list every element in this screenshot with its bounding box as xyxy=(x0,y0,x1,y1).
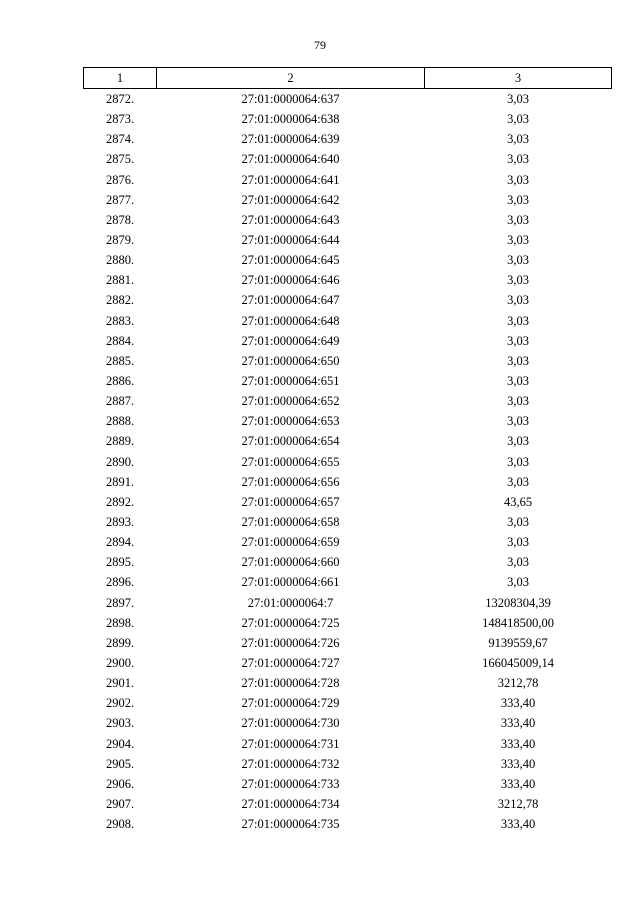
cadastral-number-cell: 27:01:0000064:652 xyxy=(241,394,340,409)
cadastral-number-cell: 27:01:0000064:646 xyxy=(241,273,340,288)
value-cell: 333,40 xyxy=(500,817,536,832)
cadastral-number-cell: 27:01:0000064:729 xyxy=(241,696,340,711)
cadastral-number-cell: 27:01:0000064:728 xyxy=(241,676,340,691)
table-row xyxy=(84,311,612,331)
table-row xyxy=(84,331,612,351)
table-row xyxy=(84,552,612,572)
row-number-cell: 2896. xyxy=(105,575,135,590)
row-number-cell: 2889. xyxy=(105,434,135,449)
value-cell: 3,03 xyxy=(507,414,529,429)
row-number-cell: 2878. xyxy=(105,212,135,227)
cadastral-number-cell: 27:01:0000064:735 xyxy=(241,817,340,832)
table-row xyxy=(84,190,612,210)
row-number-cell: 2902. xyxy=(105,696,135,711)
table-row xyxy=(84,170,612,190)
value-cell: 3,03 xyxy=(507,152,529,167)
cadastral-number-cell: 27:01:0000064:650 xyxy=(241,353,340,368)
table-row xyxy=(84,371,612,391)
value-cell: 333,40 xyxy=(500,756,536,771)
table-row xyxy=(84,230,612,250)
cadastral-number-cell: 27:01:0000064:730 xyxy=(241,716,340,731)
value-cell: 3,03 xyxy=(507,253,529,268)
cadastral-number-cell: 27:01:0000064:654 xyxy=(241,434,340,449)
row-number-cell: 2890. xyxy=(105,454,135,469)
row-number-cell: 2879. xyxy=(105,233,135,248)
value-cell: 3,03 xyxy=(507,394,529,409)
table-row xyxy=(84,754,612,774)
value-cell: 3212,78 xyxy=(497,676,539,691)
value-cell: 3,03 xyxy=(507,313,529,328)
table-body xyxy=(84,89,612,835)
row-number-cell: 2894. xyxy=(105,535,135,550)
table-row xyxy=(84,351,612,371)
value-cell: 3,03 xyxy=(507,233,529,248)
table-header-row xyxy=(84,68,612,89)
table-row xyxy=(84,713,612,733)
table-row xyxy=(84,290,612,310)
table-row xyxy=(84,270,612,290)
cadastral-number-cell: 27:01:0000064:644 xyxy=(241,233,340,248)
row-number-cell: 2901. xyxy=(105,676,135,691)
row-number-cell: 2907. xyxy=(105,796,135,811)
cadastral-number-cell: 27:01:0000064:645 xyxy=(241,253,340,268)
column-header-1: 1 xyxy=(84,68,157,89)
cadastral-number-cell: 27:01:0000064:647 xyxy=(241,293,340,308)
value-cell: 3,03 xyxy=(507,353,529,368)
page-number: 79 xyxy=(314,38,326,52)
cadastral-number-cell: 27:01:0000064:642 xyxy=(241,192,340,207)
table-row xyxy=(84,452,612,472)
row-number-cell: 2899. xyxy=(105,635,135,650)
table-row xyxy=(84,109,612,129)
table-row xyxy=(84,633,612,653)
value-cell: 3212,78 xyxy=(497,796,539,811)
column-header-2: 2 xyxy=(157,68,425,89)
value-cell: 333,40 xyxy=(500,776,536,791)
value-cell: 3,03 xyxy=(507,273,529,288)
cadastral-number-cell: 27:01:0000064:648 xyxy=(241,313,340,328)
row-number-cell: 2892. xyxy=(105,494,135,509)
row-number-cell: 2885. xyxy=(105,353,135,368)
row-number-cell: 2897. xyxy=(105,595,135,610)
value-cell: 13208304,39 xyxy=(485,595,551,610)
cadastral-number-cell: 27:01:0000064:734 xyxy=(241,796,340,811)
row-number-cell: 2881. xyxy=(105,273,135,288)
cadastral-number-cell: 27:01:0000064:638 xyxy=(241,112,340,127)
cadastral-number-cell: 27:01:0000064:640 xyxy=(241,152,340,167)
cadastral-number-cell: 27:01:0000064:726 xyxy=(241,635,340,650)
cadastral-number-cell: 27:01:0000064:733 xyxy=(241,776,340,791)
cadastral-number-cell: 27:01:0000064:727 xyxy=(241,656,340,670)
row-number-cell: 2900. xyxy=(105,656,135,670)
cadastral-number-cell: 27:01:0000064:7 xyxy=(247,595,334,610)
cadastral-number-cell: 27:01:0000064:643 xyxy=(241,212,340,227)
cadastral-number-cell: 27:01:0000064:658 xyxy=(241,515,340,530)
value-cell: 43,65 xyxy=(503,494,533,509)
row-number-cell: 2877. xyxy=(105,192,135,207)
value-cell: 333,40 xyxy=(500,736,536,751)
row-number-cell: 2875. xyxy=(105,152,135,167)
table-row xyxy=(84,129,612,149)
row-number-cell: 2906. xyxy=(105,776,135,791)
table-row xyxy=(84,210,612,230)
table-row xyxy=(84,492,612,512)
cadastral-number-cell: 27:01:0000064:732 xyxy=(241,756,340,771)
row-number-cell: 2903. xyxy=(105,716,135,731)
table-row xyxy=(84,411,612,431)
row-number-cell: 2884. xyxy=(105,333,135,348)
table-row xyxy=(84,512,612,532)
column-header-3: 3 xyxy=(425,68,612,89)
cadastral-number-cell: 27:01:0000064:660 xyxy=(241,555,340,570)
row-number-cell: 2898. xyxy=(105,615,135,630)
value-cell: 3,03 xyxy=(507,192,529,207)
table-row xyxy=(84,391,612,411)
value-cell: 3,03 xyxy=(507,535,529,550)
table-row xyxy=(84,653,612,673)
row-number-cell: 2873. xyxy=(105,112,135,127)
table-row xyxy=(84,472,612,492)
value-cell: 3,03 xyxy=(507,92,529,107)
row-number-cell: 2883. xyxy=(105,313,135,328)
cadastral-number-cell: 27:01:0000064:639 xyxy=(241,132,340,147)
table-row xyxy=(84,693,612,713)
value-cell: 3,03 xyxy=(507,132,529,147)
table-row xyxy=(84,774,612,794)
value-cell: 3,03 xyxy=(507,515,529,530)
row-number-cell: 2872. xyxy=(105,92,135,107)
row-number-cell: 2886. xyxy=(105,374,135,389)
value-cell: 3,03 xyxy=(507,434,529,449)
table-row xyxy=(84,532,612,552)
table-row xyxy=(84,250,612,270)
value-cell: 148418500,00 xyxy=(482,615,554,630)
data-table xyxy=(83,67,612,834)
cadastral-number-cell: 27:01:0000064:725 xyxy=(241,615,340,630)
cadastral-number-cell: 27:01:0000064:637 xyxy=(241,92,340,107)
row-number-cell: 2887. xyxy=(105,394,135,409)
row-number-cell: 2874. xyxy=(105,132,135,147)
table-row xyxy=(84,794,612,814)
value-cell: 3,03 xyxy=(507,454,529,469)
value-cell: 333,40 xyxy=(500,716,536,731)
cadastral-number-cell: 27:01:0000064:657 xyxy=(241,494,340,509)
row-number-cell: 2888. xyxy=(105,414,135,429)
table-row xyxy=(84,149,612,169)
cadastral-number-cell: 27:01:0000064:653 xyxy=(241,414,340,429)
row-number-cell: 2895. xyxy=(105,555,135,570)
cadastral-number-cell: 27:01:0000064:655 xyxy=(241,454,340,469)
value-cell: 9139559,67 xyxy=(488,635,548,650)
value-cell: 3,03 xyxy=(507,555,529,570)
value-cell: 333,40 xyxy=(500,696,536,711)
table-row xyxy=(84,734,612,754)
table-row xyxy=(84,613,612,633)
value-cell: 3,03 xyxy=(507,212,529,227)
cadastral-number-cell: 27:01:0000064:661 xyxy=(241,575,340,590)
cadastral-number-cell: 27:01:0000064:656 xyxy=(241,474,340,489)
table-row xyxy=(84,593,612,613)
row-number-cell: 2893. xyxy=(105,515,135,530)
row-number-cell: 2876. xyxy=(105,172,135,187)
value-cell: 3,03 xyxy=(507,172,529,187)
value-cell: 3,03 xyxy=(507,112,529,127)
row-number-cell: 2882. xyxy=(105,293,135,308)
table-row xyxy=(84,673,612,693)
row-number-cell: 2891. xyxy=(105,474,135,489)
cadastral-number-cell: 27:01:0000064:659 xyxy=(241,535,340,550)
table-row xyxy=(84,89,612,110)
cadastral-number-cell: 27:01:0000064:649 xyxy=(241,333,340,348)
cadastral-number-cell: 27:01:0000064:641 xyxy=(241,172,340,187)
row-number-cell: 2904. xyxy=(105,736,135,751)
table-row xyxy=(84,814,612,834)
row-number-cell: 2880. xyxy=(105,253,135,268)
table-row xyxy=(84,431,612,451)
row-number-cell: 2908. xyxy=(105,817,135,832)
value-cell: 3,03 xyxy=(507,374,529,389)
value-cell: 3,03 xyxy=(507,293,529,308)
cadastral-number-cell: 27:01:0000064:651 xyxy=(241,374,340,389)
value-cell: 166045009,14 xyxy=(482,656,554,670)
table-row xyxy=(84,572,612,592)
value-cell: 3,03 xyxy=(507,474,529,489)
row-number-cell: 2905. xyxy=(105,756,135,771)
cadastral-number-cell: 27:01:0000064:731 xyxy=(241,736,340,751)
value-cell: 3,03 xyxy=(507,333,529,348)
value-cell: 3,03 xyxy=(507,575,529,590)
